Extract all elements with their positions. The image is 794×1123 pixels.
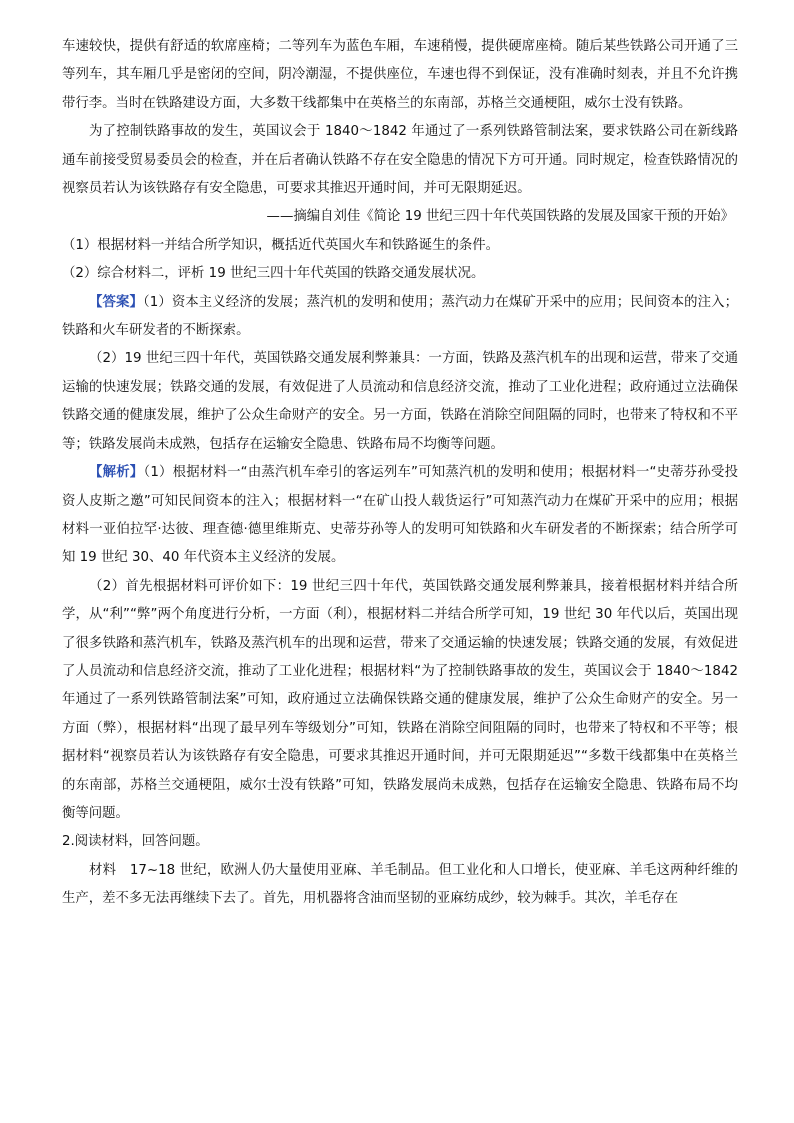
answer-tag: 【答案】: [89, 294, 143, 310]
answer-1: [62, 289, 738, 346]
answer-2: （2）19 世纪三四十年代，英国铁路交通发展利弊兼具：一方面，铁路及蒸汽机车的出现和运营，带来了交通运输的快速发展；铁路交通的发展，有效促进了人员流动和信息经济交流，推动了工业化进程；政府通过立法确保铁路交通的健康发展，维护了公众生命财产的安全。另一方面，铁路在消除空间阻隔的同时，也带来了特权和不平等；铁路发展尚未成熟，包括存在运输安全隐患、铁路布局不均衡等问题。: [62, 351, 738, 452]
analysis-tag: 【解析】: [89, 465, 144, 481]
material-next: 材料 17~18 世纪，欧洲人仍大量使用亚麻、羊毛制品。但工业化和人口增长，使亚麻、羊毛这两种纤维的生产，差不多无法再继续下去了。首先，用机器将含油而坚韧的亚麻纺成纱，较为棘手。其次，羊毛存在: [62, 862, 738, 907]
analysis-1-text: （1）根据材料一“由蒸汽机车牵引的客运列车”可知蒸汽机的发明和使用；根据材料一“史蒂芬孙受投资人皮斯之邀”可知民间资本的注入；根据材料一“在矿山投人载货运行”可知蒸汽动力在煤矿开采中的应用；根据材料一亚伯拉罕·达彼、理查德·德里维斯克、史蒂芬孙等人的发明可知铁路和火车研发者的不断探索；结合所学可知 19 世纪 30、40 年代资本主义经济的发展。: [62, 465, 738, 566]
question-next: 2.阅读材料，回答问题。: [62, 834, 209, 850]
document-page: [62, 33, 738, 914]
question-2: （2）综合材料二，评析 19 世纪三四十年代英国的铁路交通发展状况。: [62, 266, 485, 282]
answer-1-text: （1）资本主义经济的发展；蒸汽机的发明和使用；蒸汽动力在煤矿开采中的应用；民间资本的注入；铁路和火车研发者的不断探索。: [62, 294, 738, 339]
source-citation: ——摘编自刘佳《简论 19 世纪三四十年代英国铁路的发展及国家干预的开始》: [266, 209, 734, 225]
analysis-1: [62, 459, 738, 573]
material-two: 为了控制铁路事故的发生，英国议会于 1840～1842 年通过了一系列铁路管制法案，要求铁路公司在新线路通车前接受贸易委员会的检查，并在后者确认铁路不存在安全隐患的情况下方可开通。同时规定，检查铁路情况的视察员若认为该铁路存有安全隐患，可要求其推迟开通时间，并可无限期延迟。: [62, 124, 738, 197]
material-one-continued: 车速较快，提供有舒适的软席座椅；二等列车为蓝色车厢，车速稍慢，提供硬席座椅。随后某些铁路公司开通了三等列车，其车厢几乎是密闭的空间，阴冷潮湿，不提供座位，车速也得不到保证，没有准确时刻表，并且不允许携带行李。当时在铁路建设方面，大多数干线都集中在英格兰的东南部，苏格兰交通梗阻，威尔士没有铁路。: [62, 39, 738, 111]
question-1: （1）根据材料一并结合所学知识，概括近代英国火车和铁路诞生的条件。: [62, 237, 500, 253]
analysis-2: （2）首先根据材料可评价如下：19 世纪三四十年代，英国铁路交通发展利弊兼具，接着根据材料并结合所学，从“利”“弊”两个角度进行分析，一方面（利），根据材料二并结合所学可知，19 世纪 30 年代以后，英国出现了很多铁路和蒸汽机车，铁路及蒸汽机车的出现和运营，带来了交通运输的快速发展；铁路交通的发展，有效促进了人员流动和信息经济交流，推动了工业化进程；根据材料“为了控制铁路事故的发生，英国议会于 1840～1842 年通过了一系列铁路管制法案”可知，政府通过立法确保铁路交通的健康发展，维护了公众生命财产的安全。另一方面（弊），根据材料“出现了最早列车等级划分”可知，铁路在消除空间阻隔的同时，也带来了特权和不平等；根据材料“视察员若认为该铁路存有安全隐患，可要求其推迟开通时间，并可无限期延迟”“多数干线都集中在英格兰的东南部，苏格兰交通梗阻，威尔士没有铁路”可知，铁路发展尚未成熟，包括存在运输安全隐患、铁路布局不均衡等问题。: [62, 578, 738, 821]
